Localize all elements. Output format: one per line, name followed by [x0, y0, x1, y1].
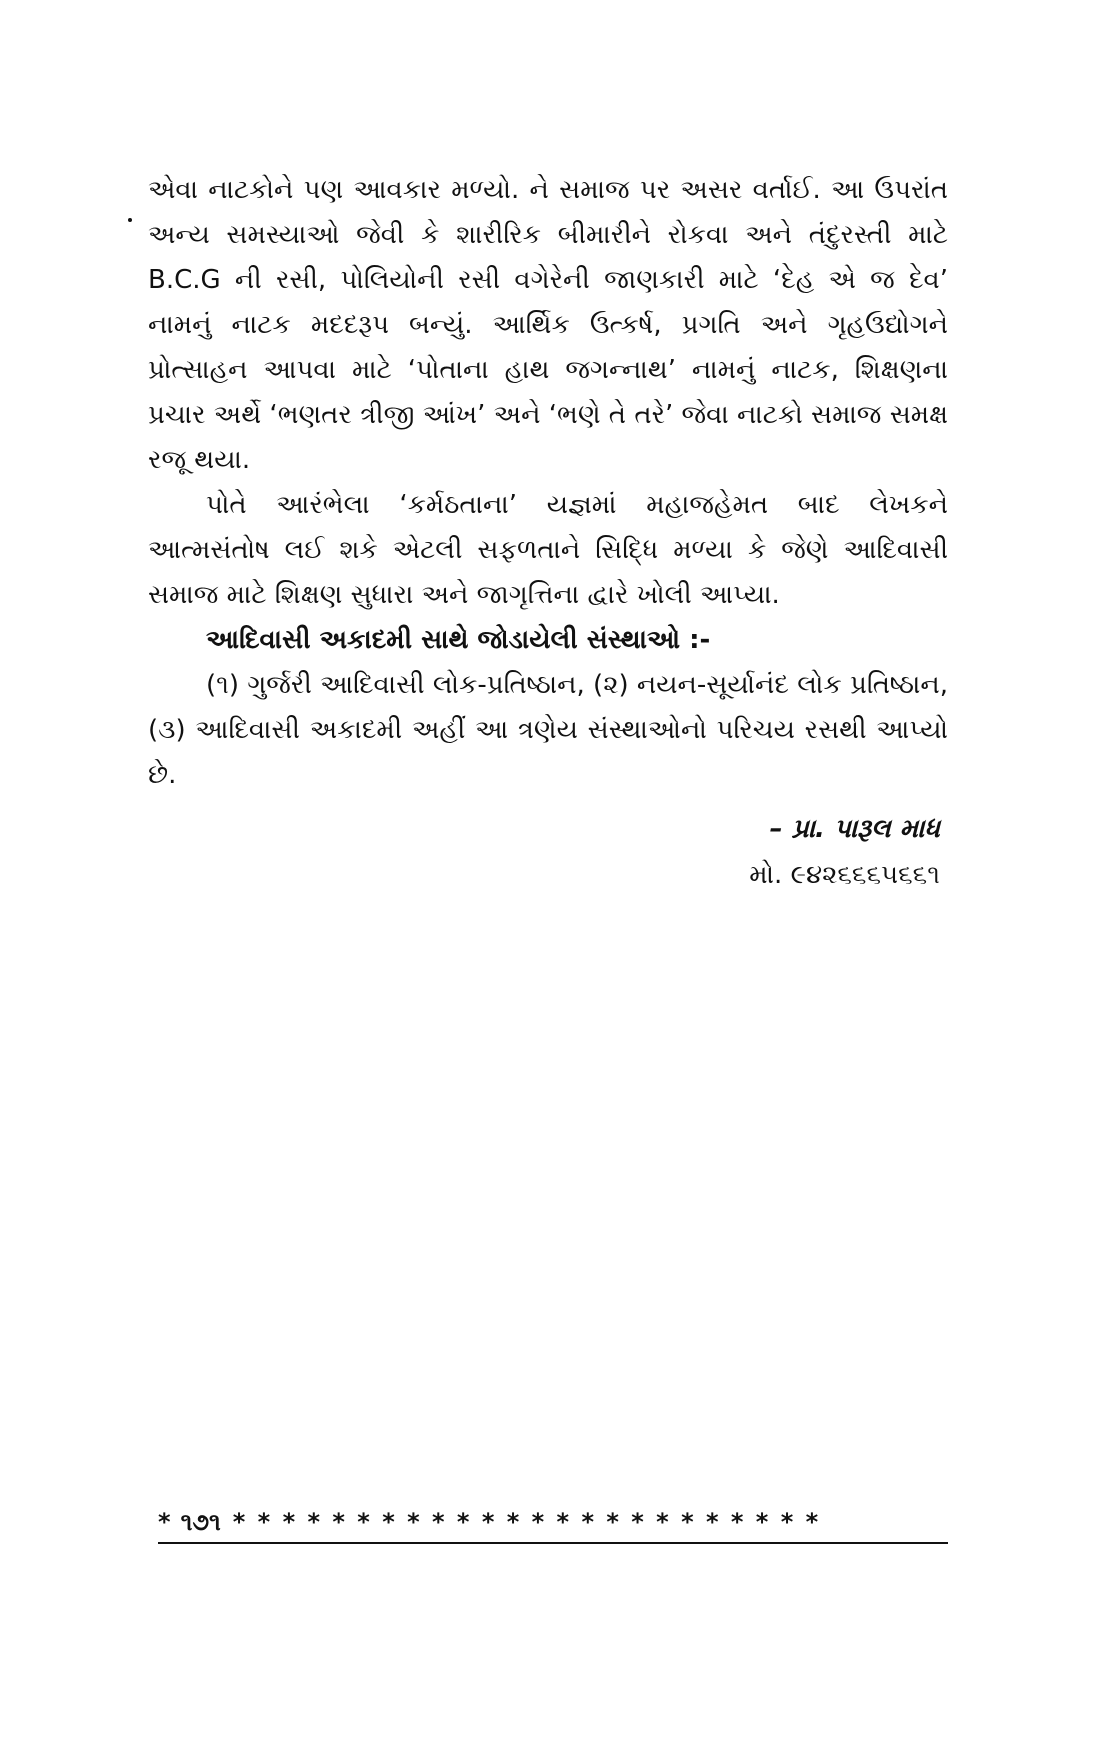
paragraph-plays-impact: એવા નાટકોને પણ આવકાર મળ્યો. ને સમાજ પર અસર વર્તાઈ. આ ઉપરાંત અન્ય સમસ્યાઓ જેવી કે શારીરિક બીમારીને રોકવા અને તંદુરસ્તી માટે B.C.G ની રસી, પોલિયોની રસી વગેરેની જાણકારી માટે ‘દેહ એ જ દેવ’ નામનું નાટક મદદરૂપ બન્યું. આર્થિક ઉત્કર્ષ, પ્રગતિ અને ગૃહઉદ્યોગને પ્રોત્સાહન આપવા માટે ‘પોતાના હાથ જગન્નાથ’ નામનું નાટક, શિક્ષણના પ્રચાર અર્થે ‘ભણતર ત્રીજી આંખ’ અને ‘ભણે તે તરે’ જેવા નાટકો સમાજ સમક્ષ રજૂ થયા. [148, 175, 948, 475]
author-signature [749, 806, 940, 898]
author-mobile: મો. ૯૪૨૬૬૬૫૬૬૧ [749, 860, 940, 890]
section-heading-institutions: આદિવાસી અકાદમી સાથે જોડાયેલી સંસ્થાઓ :- [206, 625, 711, 655]
page-number: ૧૭૧ [180, 1508, 221, 1536]
ink-dot [128, 218, 132, 222]
footer-star-icon: * [158, 1508, 171, 1536]
paragraph-author-success: પોતે આરંભેલા ‘કર્મઠતાના’ યજ્ઞમાં મહાજહેમત બાદ લેખકને આત્મસંતોષ લઈ શકે એટલી સફળતાને સિદ્ધિ મળ્યા કે જેણે આદિવાસી સમાજ માટે શિક્ષણ સુધારા અને જાગૃત્તિના દ્વારે ખોલી આપ્યા. [148, 490, 948, 610]
body-text [148, 168, 948, 798]
paragraph-institutions-list: (૧) ગુર્જરી આદિવાસી લોક-પ્રતિષ્ઠાન, (૨) નયન-સૂર્યાનંદ લોક પ્રતિષ્ઠાન, (૩) આદિવાસી અકાદમી અહીં આ ત્રણેય સંસ્થાઓનો પરિચય રસથી આપ્યો છે. [148, 670, 948, 790]
author-name: – પ્રા. પારૂલ માધ [769, 814, 940, 844]
footer-star-border: * * * * * * * * * * * * * * * * * * * * * * * * [232, 1508, 821, 1536]
page-footer [158, 1502, 948, 1544]
